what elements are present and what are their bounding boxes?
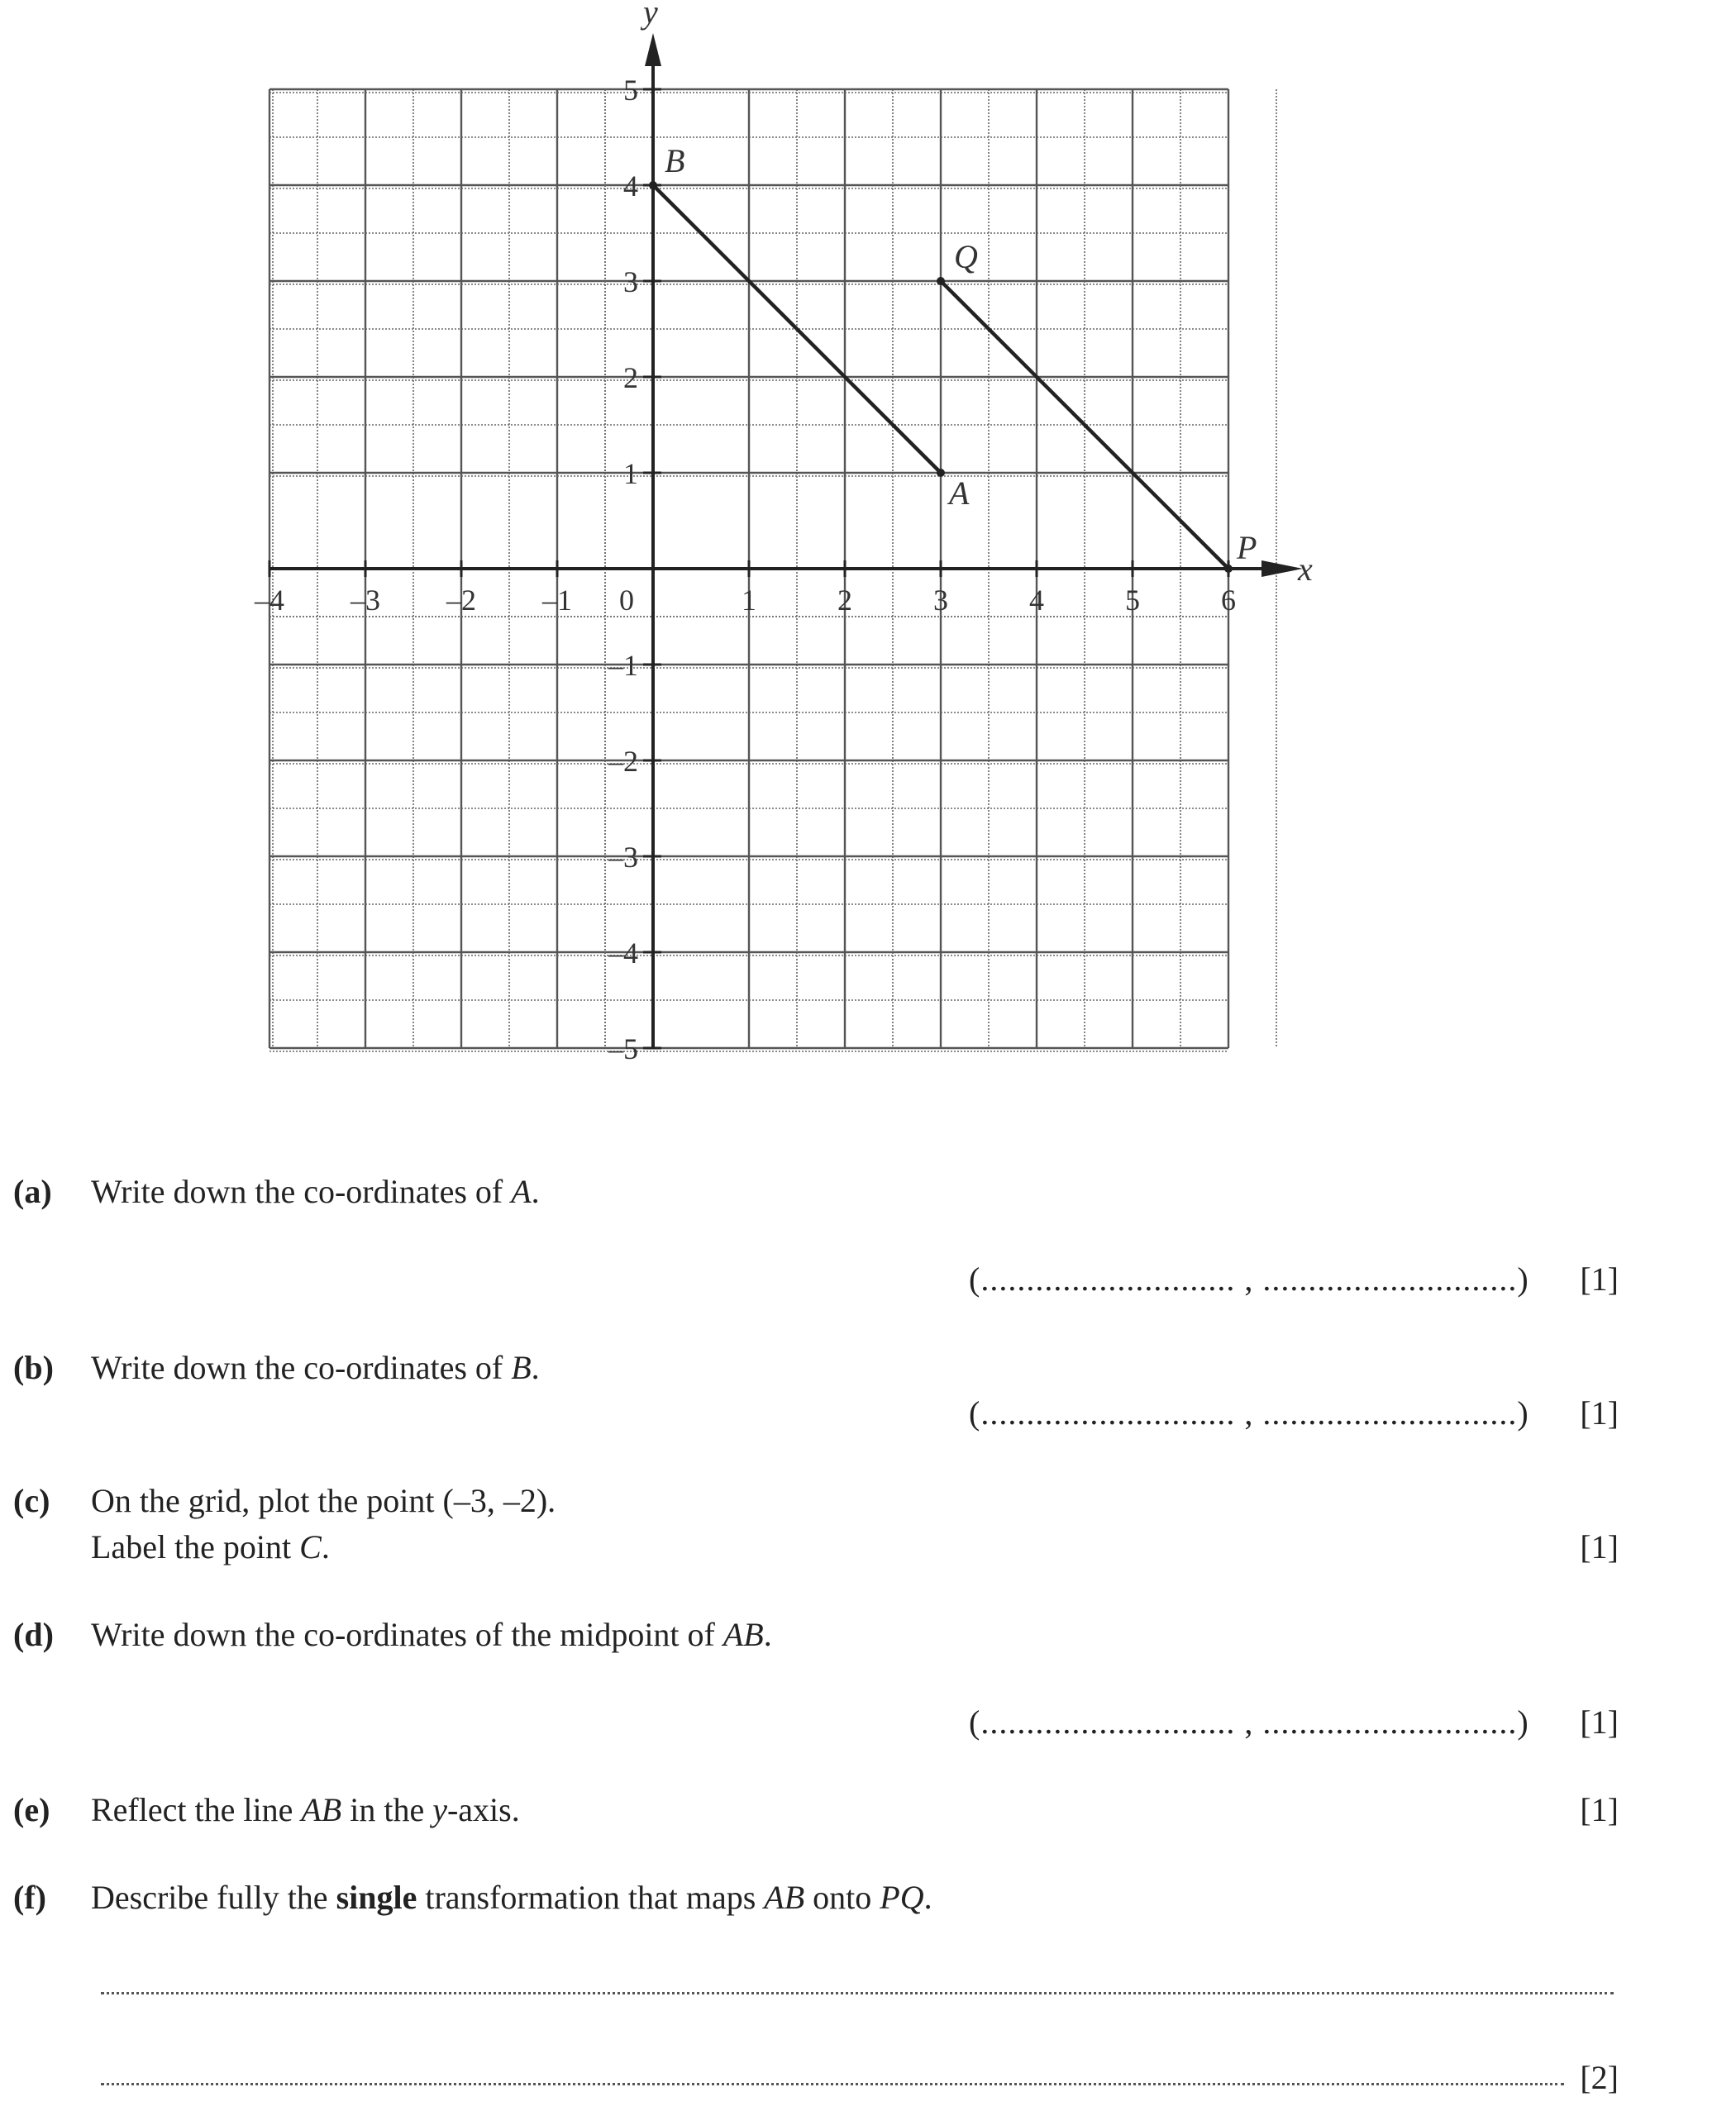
question-d-text bbox=[91, 1618, 772, 1651]
question-c-var: C bbox=[299, 1528, 322, 1565]
question-f-prefix: Describe fully the bbox=[91, 1879, 336, 1916]
question-e-var2: y bbox=[432, 1791, 447, 1828]
question-c-label: (c) bbox=[13, 1482, 50, 1519]
question-b-label: (b) bbox=[13, 1349, 54, 1386]
y-tick-label: 3 bbox=[623, 265, 638, 298]
x-tick-label: 2 bbox=[837, 584, 852, 617]
axes bbox=[269, 0, 1313, 1048]
y-tick-label: 2 bbox=[623, 361, 638, 394]
point-label-p: P bbox=[1237, 529, 1257, 566]
question-d-label: (d) bbox=[13, 1616, 54, 1653]
y-tick-label: –1 bbox=[608, 649, 638, 682]
question-f-var2: PQ bbox=[880, 1879, 924, 1916]
question-f-middle: transformation that maps bbox=[417, 1879, 765, 1916]
question-f-label: (f) bbox=[13, 1879, 46, 1916]
question-e-text bbox=[91, 1791, 520, 1828]
question-c-line2 bbox=[91, 1528, 330, 1565]
question-d-var: AB bbox=[723, 1616, 764, 1653]
y-axis-arrow bbox=[645, 33, 661, 66]
marks-a: [1] bbox=[1580, 1260, 1619, 1298]
answer-blank-a[interactable]: (............................ , ............................) bbox=[969, 1260, 1529, 1298]
question-f-text bbox=[91, 1881, 932, 1914]
question-d-prefix: Write down the co-ordinates of the midpoint of bbox=[91, 1616, 723, 1653]
question-a-var: A bbox=[511, 1173, 532, 1210]
point-p bbox=[1224, 565, 1233, 573]
question-c-line2-prefix: Label the point bbox=[91, 1528, 300, 1565]
x-tick-label: 3 bbox=[933, 584, 948, 617]
x-axis-name: x bbox=[1298, 550, 1313, 588]
x-tick-label: 6 bbox=[1221, 584, 1236, 617]
question-b-prefix: Write down the co-ordinates of bbox=[91, 1349, 512, 1386]
question-b-var: B bbox=[511, 1349, 532, 1386]
question-f-bold: single bbox=[336, 1879, 417, 1916]
point-a bbox=[937, 469, 945, 477]
marks-f: [2] bbox=[1580, 2059, 1619, 2096]
origin-label: 0 bbox=[619, 584, 634, 617]
y-tick-label: 1 bbox=[623, 457, 638, 490]
answer-blank-d[interactable]: (............................ , ............................) bbox=[969, 1704, 1529, 1741]
question-a-prefix: Write down the co-ordinates of bbox=[91, 1173, 512, 1210]
x-tick-label: 4 bbox=[1029, 584, 1044, 617]
question-f-middle2: onto bbox=[804, 1879, 880, 1916]
question-a-text bbox=[91, 1175, 540, 1208]
point-b bbox=[649, 181, 657, 189]
question-e-prefix: Reflect the line bbox=[91, 1791, 302, 1828]
question-e-middle: in the bbox=[341, 1791, 433, 1828]
question-e-suffix: -axis. bbox=[446, 1791, 520, 1828]
x-tick-label: –2 bbox=[446, 584, 476, 617]
y-tick-label: –4 bbox=[608, 936, 638, 970]
x-tick-label: –3 bbox=[351, 584, 380, 617]
x-tick-label: 5 bbox=[1125, 584, 1140, 617]
y-axis-name: y bbox=[643, 0, 658, 31]
question-c-line1: On the grid, plot the point (–3, –2). bbox=[91, 1482, 556, 1519]
y-tick-label: –5 bbox=[608, 1032, 638, 1065]
marks-c: [1] bbox=[1580, 1528, 1619, 1565]
question-c-line2-suffix: . bbox=[321, 1528, 330, 1565]
y-tick-label: –3 bbox=[608, 841, 638, 874]
x-tick-label: –4 bbox=[255, 584, 284, 617]
marks-e: [1] bbox=[1580, 1791, 1619, 1828]
question-e-label: (e) bbox=[13, 1791, 50, 1828]
question-e-var: AB bbox=[301, 1791, 342, 1828]
answer-line-f-2[interactable] bbox=[101, 2083, 1564, 2085]
question-a-label: (a) bbox=[13, 1173, 52, 1210]
point-label-q: Q bbox=[954, 238, 978, 275]
point-label-a: A bbox=[949, 474, 970, 512]
marks-b: [1] bbox=[1580, 1394, 1619, 1432]
question-f-suffix: . bbox=[923, 1879, 932, 1916]
answer-blank-b[interactable]: (............................ , ............................) bbox=[969, 1394, 1529, 1432]
x-axis-arrow bbox=[1261, 560, 1303, 577]
question-d-suffix: . bbox=[763, 1616, 772, 1653]
y-tick-label: 5 bbox=[623, 74, 638, 107]
answer-line-f-1[interactable] bbox=[101, 1992, 1614, 1994]
x-tick-label: 1 bbox=[742, 584, 756, 617]
question-b-text bbox=[91, 1351, 540, 1384]
y-tick-label: –2 bbox=[608, 745, 638, 778]
marks-d: [1] bbox=[1580, 1704, 1619, 1741]
question-f-var: AB bbox=[764, 1879, 805, 1916]
question-a-suffix: . bbox=[531, 1173, 540, 1210]
question-b-suffix: . bbox=[531, 1349, 540, 1386]
y-tick-label: 4 bbox=[623, 169, 638, 203]
point-label-b: B bbox=[665, 142, 685, 179]
x-tick-label: –1 bbox=[542, 584, 572, 617]
point-q bbox=[937, 277, 945, 285]
point-labels bbox=[665, 142, 1257, 566]
